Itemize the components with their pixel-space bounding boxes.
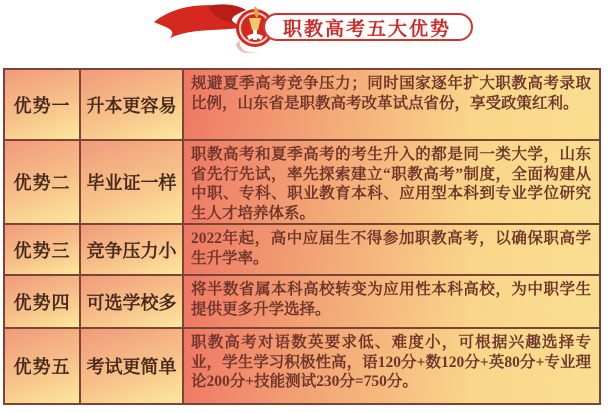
table-row [5, 70, 599, 141]
advantage-name-cell: 可选学校多 [81, 276, 184, 327]
table-row [5, 225, 599, 276]
page-header [0, 0, 610, 62]
advantage-detail-cell: 将半数省属本科高校转变为应用性本科高校，为中职学生提供更多升学选择。 [184, 276, 599, 327]
flag-ribbon-icon [148, 0, 278, 56]
advantage-name-cell: 竞争压力小 [81, 225, 184, 274]
table-row [5, 276, 599, 329]
advantages-table [3, 68, 601, 405]
page-title-pill [263, 13, 473, 41]
table-row [5, 141, 599, 225]
advantage-number-cell: 优势三 [5, 225, 81, 274]
advantage-number-cell: 优势四 [5, 276, 81, 327]
advantage-name-cell: 升本更容易 [81, 70, 184, 139]
advantage-number-cell: 优势一 [5, 70, 81, 139]
advantage-detail-cell: 职教高考和夏季高考的考生升入的都是同一类大学，山东省先行先试，率先探索建立“职教高考”制度，全面构建从中职、专科、职业教育本科、应用型本科到专业学位研究生人才培养体系。 [184, 141, 599, 223]
advantage-detail-cell: 2022年起，高中应届生不得参加职教高考，以确保职高学生升学率。 [184, 225, 599, 274]
advantage-name-cell: 毕业证一样 [81, 141, 184, 223]
page-title: 职教高考五大优势 [283, 18, 452, 40]
advantage-number-cell: 优势五 [5, 329, 81, 403]
advantage-name-cell: 考试更简单 [81, 329, 184, 403]
advantage-number-cell: 优势二 [5, 141, 81, 223]
advantage-detail-cell: 职教高考对语数英要求低、难度小，可根据兴趣选择专业，学生学习积极性高，语120分+数120分+英80分+专业理论200分+技能测试230分=750分。 [184, 329, 599, 403]
table-row [5, 329, 599, 403]
advantage-detail-cell: 规避夏季高考竞争压力；同时国家逐年扩大职教高考录取比例，山东省是职教高考改革试点省份，享受政策红利。 [184, 70, 599, 139]
